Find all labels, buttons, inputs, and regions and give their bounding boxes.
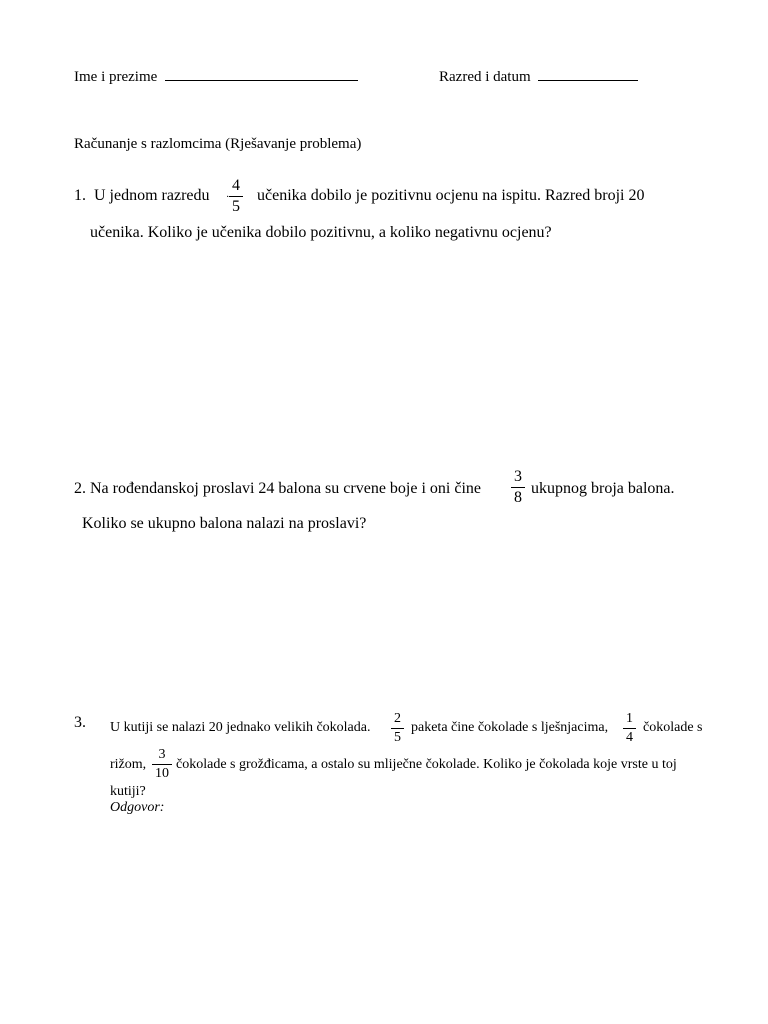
q3-part4: rižom, <box>110 757 147 772</box>
name-field-label <box>74 68 358 86</box>
worksheet-title: Računanje s razlomcima (Rješavanje problema) <box>74 136 362 152</box>
q3-fraction-2-numerator: 1 <box>626 711 633 726</box>
q3-fraction-1 <box>391 712 404 745</box>
date-field-label <box>439 68 638 86</box>
q1-line2: učenika. Koliko je učenika dobilo pozitivnu, a koliko negativnu ocjenu? <box>90 224 552 241</box>
q1-number: 1. <box>74 187 86 204</box>
q2-line2: Koliko se ukupno balona nalazi na proslavi? <box>82 515 367 532</box>
name-label-text: Ime i prezime <box>74 69 158 85</box>
q1-fraction-denominator: 5 <box>232 198 240 215</box>
date-label-text: Razred i datum <box>439 69 531 85</box>
q2-fraction-denominator: 8 <box>514 489 522 506</box>
date-blank-line <box>538 68 638 81</box>
q2-text-before: 2. Na rođendanskoj proslavi 24 balona su crvene boje i oni čine <box>74 480 481 497</box>
q3-answer-label: Odgovor: <box>110 800 165 815</box>
q3-part3: čokolade s <box>643 720 703 735</box>
q2-text-after: ukupnog broja balona. <box>531 480 675 497</box>
q3-part6: kutiji? <box>110 784 146 799</box>
q3-fraction-3-denominator: 10 <box>155 766 169 781</box>
name-blank-line <box>165 68 358 81</box>
q2-fraction <box>511 469 525 506</box>
q3-fraction-1-numerator: 2 <box>394 711 401 726</box>
q3-part1: U kutiji se nalazi 20 jednako velikih čokolada. <box>110 720 371 735</box>
q1-dot-mark: · <box>226 192 230 203</box>
q2-fraction-numerator: 3 <box>514 468 522 485</box>
q3-fraction-2 <box>623 712 636 745</box>
q1-fraction-numerator: 4 <box>232 177 240 194</box>
q1-text-after: učenika dobilo je pozitivnu ocjenu na ispitu. Razred broji 20 <box>257 187 645 204</box>
q3-fraction-3 <box>152 748 172 781</box>
q3-fraction-2-denominator: 4 <box>626 730 633 745</box>
q3-fraction-1-denominator: 5 <box>394 730 401 745</box>
q3-part5: čokolade s grožđicama, a ostalo su mliječne čokolade. Koliko je čokolada koje vrste u toj <box>176 757 677 772</box>
q3-number: 3. <box>74 714 86 731</box>
q3-part2: paketa čine čokolade s lješnjacima, <box>411 720 609 735</box>
q1-text-before: U jednom razredu <box>94 187 210 204</box>
q1-fraction <box>229 178 243 215</box>
q3-fraction-3-numerator: 3 <box>158 747 166 762</box>
